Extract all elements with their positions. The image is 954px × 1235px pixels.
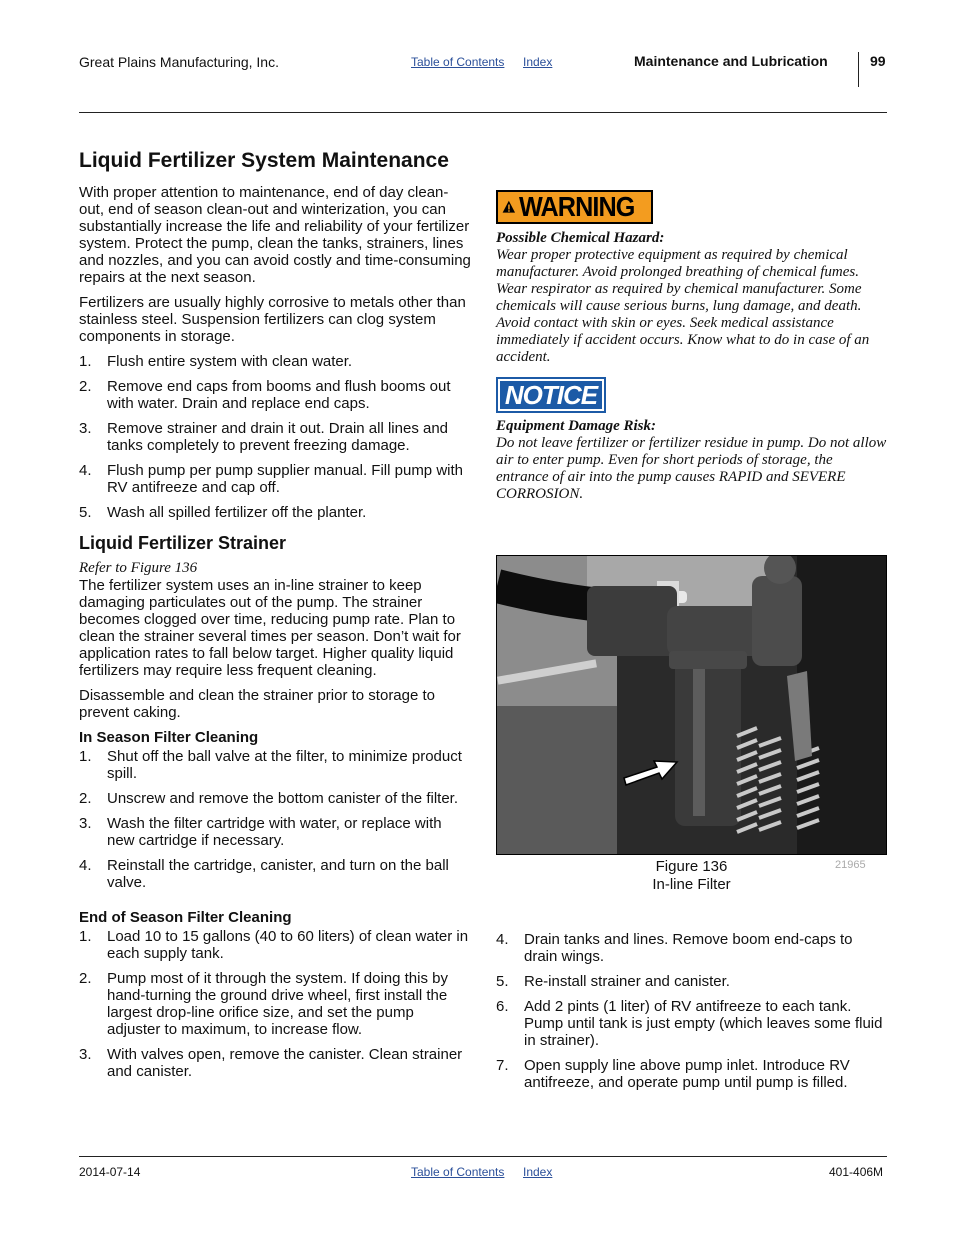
list-item: 1. Flush entire system with clean water. <box>79 353 353 370</box>
header-divider <box>858 52 859 87</box>
header-rule <box>79 112 887 113</box>
warning-body: Wear proper protective equipment as required by chemical manufacturer. Avoid prolonged breathing of chemical fumes. Wear respirator as required by chemical manufacturer. Some chemicals will cause serious burns, lung damage, and death. Avoid contact with skin or eyes. Seek medical assistance immediately if accident occurs. Know what to do in case of an accident. <box>496 247 870 365</box>
strainer-paragraph-2: Disassemble and clean the strainer prior to storage to prevent caking. <box>79 687 436 721</box>
strainer-heading: Liquid Fertilizer Strainer <box>79 533 287 553</box>
list-item: 2. Unscrew and remove the bottom canister of the filter. <box>79 790 458 807</box>
page-title: Liquid Fertilizer System Maintenance <box>79 149 449 172</box>
in-season-steps <box>79 748 471 891</box>
in-season-heading: In Season Filter Cleaning <box>79 729 259 746</box>
warning-heading: Possible Chemical Hazard: <box>496 230 665 246</box>
list-item: 7. Open supply line above pump inlet. Introduce RV antifreeze, and operate pump until pump is filled. <box>496 1057 850 1091</box>
end-season-steps-right <box>496 931 888 1091</box>
list-item: 5. Re-install strainer and canister. <box>496 973 730 990</box>
notice-label <box>498 379 604 411</box>
figure-caption: In-line Filter <box>652 876 731 893</box>
figure-number: Figure 136 <box>655 858 728 875</box>
header-toc-link[interactable]: Table of Contents <box>411 55 505 69</box>
notice-block <box>496 418 888 503</box>
list-item: 2. Pump most of it through the system. If doing this by hand-turning the ground drive wheel, first install the largest drop-line orifice size, and set the pump adjuster to maximum, to increase flow. <box>79 970 448 1038</box>
list-item: 3. With valves open, remove the canister. Clean strainer and canister. <box>79 1046 463 1080</box>
warning-label <box>496 190 653 224</box>
maintenance-steps <box>79 353 471 521</box>
in-line-filter-photo <box>497 556 886 854</box>
list-item: 3. Remove strainer and drain it out. Drain all lines and tanks completely to prevent freezing damage. <box>79 420 449 454</box>
list-item: 1. Load 10 to 15 gallons (40 to 60 liters) of clean water in each supply tank. <box>79 928 469 962</box>
warning-block <box>496 230 888 366</box>
list-item: 5. Wash all spilled fertilizer off the planter. <box>79 504 367 521</box>
page-number: 99 <box>870 53 886 69</box>
header-company: Great Plains Manufacturing, Inc. <box>79 54 279 70</box>
figure-image <box>496 555 887 855</box>
strainer-paragraph-1: The fertilizer system uses an in-line strainer to keep damaging particulates out of the pump. The strainer becomes clogged over time, reducing pump rate. Plan to clean the strainer several times per season. Don’t wait for application rates to fall below target. Higher quality liquid fertilizers may require less frequent cleaning. <box>79 577 461 679</box>
end-season-steps-left <box>79 928 471 1080</box>
footer-doc-number: 401-406M <box>829 1165 884 1179</box>
footer-toc-link[interactable]: Table of Contents <box>411 1165 505 1179</box>
figure-caption-block <box>496 858 887 894</box>
footer-rule <box>79 1156 887 1157</box>
warning-triangle-icon <box>502 196 516 218</box>
end-season-heading: End of Season Filter Cleaning <box>79 909 292 926</box>
list-item: 1. Shut off the ball valve at the filter, to minimize product spill. <box>79 748 462 782</box>
footer-date: 2014-07-14 <box>79 1165 141 1179</box>
notice-label-text: NOTICE <box>504 379 598 410</box>
strainer-refer: Refer to Figure 136 <box>79 560 198 576</box>
list-item: 3. Wash the filter cartridge with water, or replace with new cartridge if necessary. <box>79 815 442 849</box>
list-item: 6. Add 2 pints (1 liter) of RV antifreeze to each tank. Pump until tank is just empty (which leaves some fluid in strainer). <box>496 998 883 1049</box>
list-item: 4. Reinstall the cartridge, canister, and turn on the ball valve. <box>79 857 449 891</box>
header-section: Maintenance and Lubrication <box>634 53 828 69</box>
intro-paragraph-2: Fertilizers are usually highly corrosive to metals other than stainless steel. Suspension fertilizers can clog system components in storage. <box>79 294 466 345</box>
list-item: 2. Remove end caps from booms and flush booms out with water. Drain and replace end caps. <box>79 378 451 412</box>
list-item: 4. Flush pump per pump supplier manual. Fill pump with RV antifreeze and cap off. <box>79 462 463 496</box>
warning-label-text: WARNING <box>518 191 635 222</box>
list-item: 4. Drain tanks and lines. Remove boom end-caps to drain wings. <box>496 931 853 965</box>
figure-image-id: 21965 <box>835 859 866 871</box>
left-column <box>79 184 471 1088</box>
footer-index-link[interactable]: Index <box>523 1165 553 1179</box>
notice-body: Do not leave fertilizer or fertilizer residue in pump. Do not allow air to enter pump. Even for short periods of storage, the entrance of air into the pump causes RAPID and SEVERE CORROSION. <box>496 435 887 502</box>
intro-paragraph-1: With proper attention to maintenance, end of day clean-out, end of season clean-out and winterization, you can substantially increase the life and reliability of your fertilizer system. Protect the pump, clean the tanks, strainers, lines and nozzles, and you can avoid costly and time-consuming repairs at the next season. <box>79 184 471 286</box>
header-index-link[interactable]: Index <box>523 55 553 69</box>
notice-heading: Equipment Damage Risk: <box>496 418 657 434</box>
right-column-steps <box>496 931 888 1099</box>
